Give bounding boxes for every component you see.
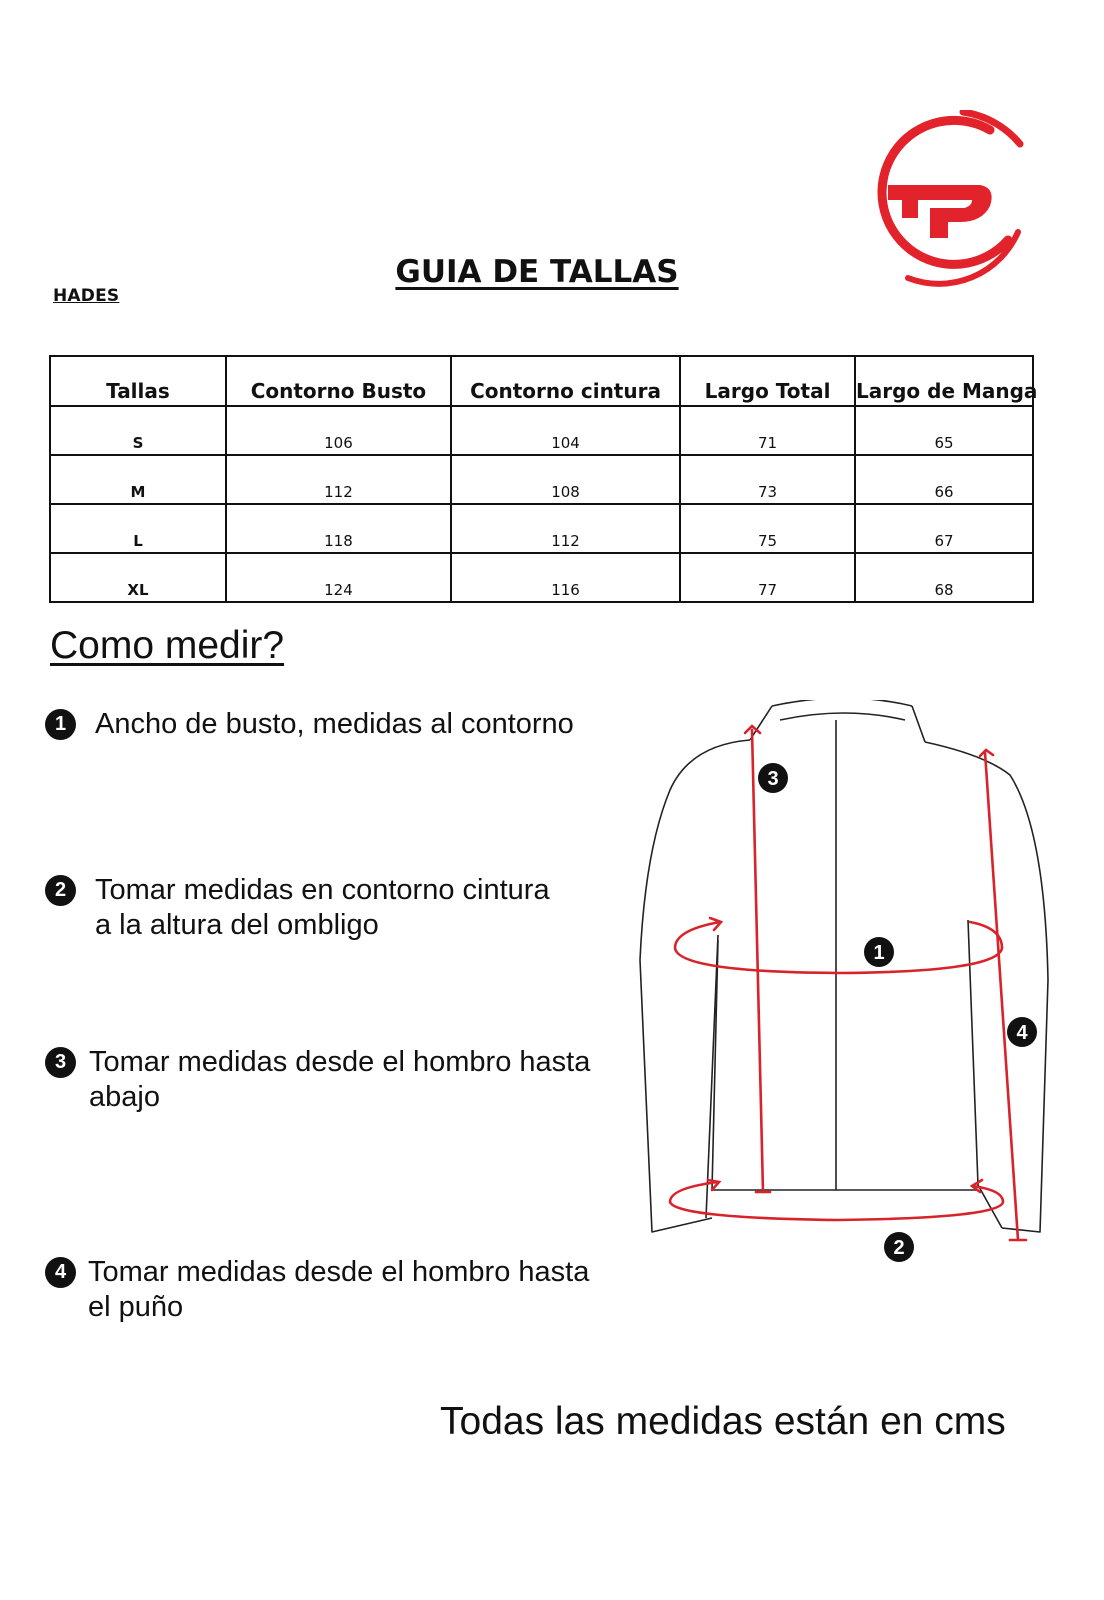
- table-cell: 104: [451, 406, 680, 455]
- table-cell: 71: [680, 406, 855, 455]
- step-text-line: Tomar medidas desde el hombro hasta: [89, 1046, 591, 1078]
- table-row: [50, 455, 1033, 504]
- column-header: Contorno Busto: [226, 356, 451, 406]
- column-header: Tallas: [50, 356, 226, 406]
- how-to-measure-title: Como medir?: [50, 624, 285, 667]
- step-text-line: Tomar medidas desde el hombro hasta: [88, 1256, 590, 1288]
- brand-logo-icon: [868, 110, 1036, 290]
- step-number-badge: 1: [45, 709, 76, 740]
- step-text-line: a la altura del ombligo: [95, 909, 379, 941]
- table-row: [50, 406, 1033, 455]
- footer-note: Todas las medidas están en cms: [440, 1400, 1006, 1443]
- table-cell: 67: [855, 504, 1033, 553]
- table-cell: 118: [226, 504, 451, 553]
- table-cell: 112: [451, 504, 680, 553]
- step-text-line: el puño: [88, 1291, 184, 1323]
- table-cell: 77: [680, 553, 855, 602]
- table-cell: 108: [451, 455, 680, 504]
- table-row: [50, 553, 1033, 602]
- step-number-badge: 2: [45, 875, 76, 906]
- page-title: GUIA DE TALLAS: [395, 254, 679, 290]
- table-cell: 65: [855, 406, 1033, 455]
- table-cell: 73: [680, 455, 855, 504]
- table-row: [50, 504, 1033, 553]
- table-cell: 75: [680, 504, 855, 553]
- step-text-line: Ancho de busto, medidas al contorno: [95, 708, 574, 740]
- column-header: Largo de Manga: [855, 356, 1033, 406]
- step-number-badge: 4: [45, 1257, 76, 1288]
- diagram-marker: 3: [767, 768, 779, 790]
- step-text-line: abajo: [89, 1081, 160, 1113]
- size-cell: M: [50, 455, 226, 504]
- table-cell: 106: [226, 406, 451, 455]
- step-number-badge: 3: [45, 1047, 76, 1078]
- table-header-row: [50, 356, 1033, 406]
- size-cell: XL: [50, 553, 226, 602]
- table-cell: 68: [855, 553, 1033, 602]
- table-cell: 124: [226, 553, 451, 602]
- diagram-marker: 2: [893, 1237, 905, 1259]
- table-cell: 66: [855, 455, 1033, 504]
- column-header: Contorno cintura: [451, 356, 680, 406]
- jacket-measurement-diagram-icon: [630, 700, 1070, 1300]
- diagram-marker: 4: [1016, 1022, 1028, 1044]
- size-cell: S: [50, 406, 226, 455]
- table-cell: 112: [226, 455, 451, 504]
- size-table: [49, 355, 1038, 603]
- product-name: HADES: [53, 286, 120, 306]
- table-cell: 116: [451, 553, 680, 602]
- step-text-line: Tomar medidas en contorno cintura: [95, 874, 550, 906]
- size-cell: L: [50, 504, 226, 553]
- diagram-marker: 1: [873, 942, 885, 964]
- column-header: Largo Total: [680, 356, 855, 406]
